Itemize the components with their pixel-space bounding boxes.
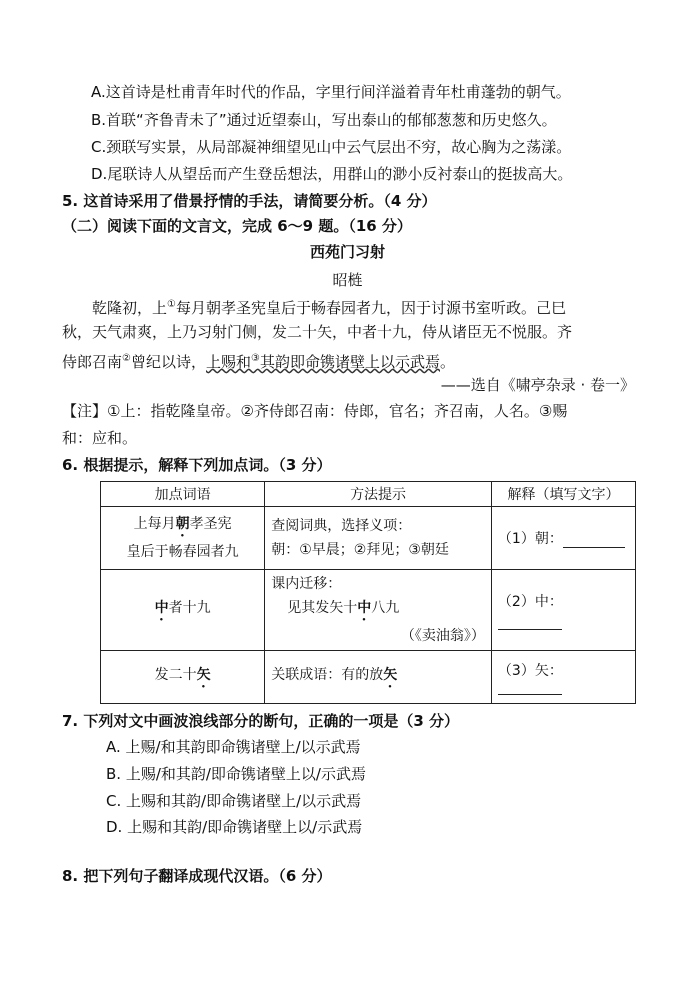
passage-source: ——选自《啸亭杂录 · 卷一》 bbox=[440, 376, 635, 394]
word-cell bbox=[101, 507, 265, 570]
table-row bbox=[101, 651, 636, 704]
hint-text: 关联成语：有的放 bbox=[271, 666, 384, 683]
passage-text: 其韵即命镌诸壁上以示武焉 bbox=[259, 353, 440, 371]
hint-text: 查阅词典，选择义项： bbox=[271, 518, 412, 534]
answer-cell bbox=[491, 651, 635, 704]
table-row bbox=[101, 570, 636, 651]
answer-cell bbox=[491, 507, 635, 570]
answer-label: （3）矢： bbox=[497, 662, 563, 679]
hint-text: 课内迁移： bbox=[271, 576, 342, 592]
dotted-word: 矢 bbox=[383, 666, 398, 683]
passage-line-2: 秋，天气肃爽，上乃习射门侧，发二十矢，中者十九，侍从诸臣无不悦服。齐 bbox=[62, 323, 573, 341]
section-2-heading: （二）阅读下面的文言文，完成 6～9 题。（16 分） bbox=[62, 217, 412, 235]
hint-text: 朝：①早晨；②拜见；③朝廷 bbox=[271, 542, 449, 558]
note-mark: ② bbox=[122, 353, 131, 364]
passage-text: 曾纪以诗， bbox=[130, 353, 206, 371]
word-cell bbox=[101, 570, 265, 651]
notes-line-1: 【注】①上：指乾隆皇帝。②齐侍郎召南：侍郎，官名；齐召南，人名。③赐 bbox=[62, 402, 568, 420]
hint-cell bbox=[265, 651, 492, 704]
q6-table bbox=[100, 481, 636, 704]
q7-option-a: A. 上赐/和其韵即命镌诸壁上/以示武焉 bbox=[106, 738, 361, 756]
question-7: 7. 下列对文中画波浪线部分的断句，正确的一项是（3 分） bbox=[62, 712, 460, 730]
table-header-row bbox=[101, 482, 636, 507]
answer-label: （1）朝： bbox=[497, 531, 563, 547]
question-8: 8. 把下列句子翻译成现代汉语。（6 分） bbox=[62, 867, 332, 885]
dotted-word: 矢 bbox=[196, 666, 211, 683]
header-cell: 方法提示 bbox=[265, 482, 492, 507]
word-text: 者十九 bbox=[168, 599, 211, 616]
passage-text: 乾隆初，上 bbox=[92, 299, 168, 317]
note-mark: ① bbox=[167, 299, 176, 310]
answer-cell bbox=[491, 570, 635, 651]
hint-cell bbox=[265, 570, 492, 651]
table-row bbox=[101, 507, 636, 570]
hint-source: （《卖油翁》） bbox=[400, 628, 485, 644]
answer-blank[interactable] bbox=[498, 694, 562, 695]
header-cell: 加点词语 bbox=[101, 482, 265, 507]
hint-text: 见其发矢十 bbox=[287, 600, 358, 616]
answer-blank[interactable] bbox=[563, 547, 625, 548]
q7-option-c: C. 上赐和其韵/即命镌诸壁上/以示武焉 bbox=[106, 792, 362, 810]
passage-text: 侍郎召南 bbox=[62, 353, 123, 371]
hint-cell bbox=[265, 507, 492, 570]
passage-text: 。 bbox=[440, 353, 456, 371]
answer-blank[interactable] bbox=[498, 629, 562, 630]
passage-author: 昭梿 bbox=[332, 271, 363, 289]
question-6: 6. 根据提示，解释下列加点词。（3 分） bbox=[62, 456, 332, 474]
question-5: 5. 这首诗采用了借景抒情的手法，请简要分析。（4 分） bbox=[62, 192, 437, 210]
dotted-word: 朝 bbox=[175, 516, 190, 532]
hint-text: 八九 bbox=[371, 600, 400, 616]
passage-text: 上赐和 bbox=[206, 353, 252, 371]
q4-option-b: B.首联“齐鲁青未了”通过近望泰山，写出泰山的郁郁葱葱和历史悠久。 bbox=[91, 111, 557, 129]
note-mark: ③ bbox=[251, 353, 260, 364]
q7-option-d: D. 上赐和其韵/即命镌诸壁上以/示武焉 bbox=[106, 818, 363, 836]
q4-option-a: A.这首诗是杜甫青年时代的作品，字里行间洋溢着青年杜甫蓬勃的朝气。 bbox=[91, 83, 571, 101]
word-cell bbox=[101, 651, 265, 704]
word-text: 孝圣宪 bbox=[189, 516, 232, 532]
word-text: 上每月 bbox=[133, 516, 176, 532]
passage-text: 每月朝孝圣宪皇后于畅春园者九，因于讨源书室听政。己巳 bbox=[175, 299, 566, 317]
dotted-word: 中 bbox=[154, 599, 169, 616]
word-text: 皇后于畅春园者九 bbox=[126, 544, 239, 560]
passage-line-1 bbox=[92, 295, 566, 318]
passage-line-3 bbox=[62, 349, 455, 372]
q4-option-c: C.颈联写实景，从局部凝神细望见山中云气层出不穷，故心胸为之荡漾。 bbox=[91, 138, 572, 156]
notes-line-2: 和：应和。 bbox=[62, 429, 138, 447]
dotted-word: 中 bbox=[357, 600, 372, 616]
word-text: 发二十 bbox=[154, 666, 197, 683]
q4-option-d: D.尾联诗人从望岳而产生登岳想法，用群山的渺小反衬泰山的挺拔高大。 bbox=[91, 165, 573, 183]
q7-option-b: B. 上赐/和其韵/即命镌诸壁上以/示武焉 bbox=[106, 765, 366, 783]
wavy-underlined-text bbox=[206, 353, 440, 371]
answer-label: （2）中： bbox=[497, 593, 563, 610]
header-cell: 解释（填写文字） bbox=[491, 482, 635, 507]
passage-title: 西苑门习射 bbox=[309, 243, 385, 261]
